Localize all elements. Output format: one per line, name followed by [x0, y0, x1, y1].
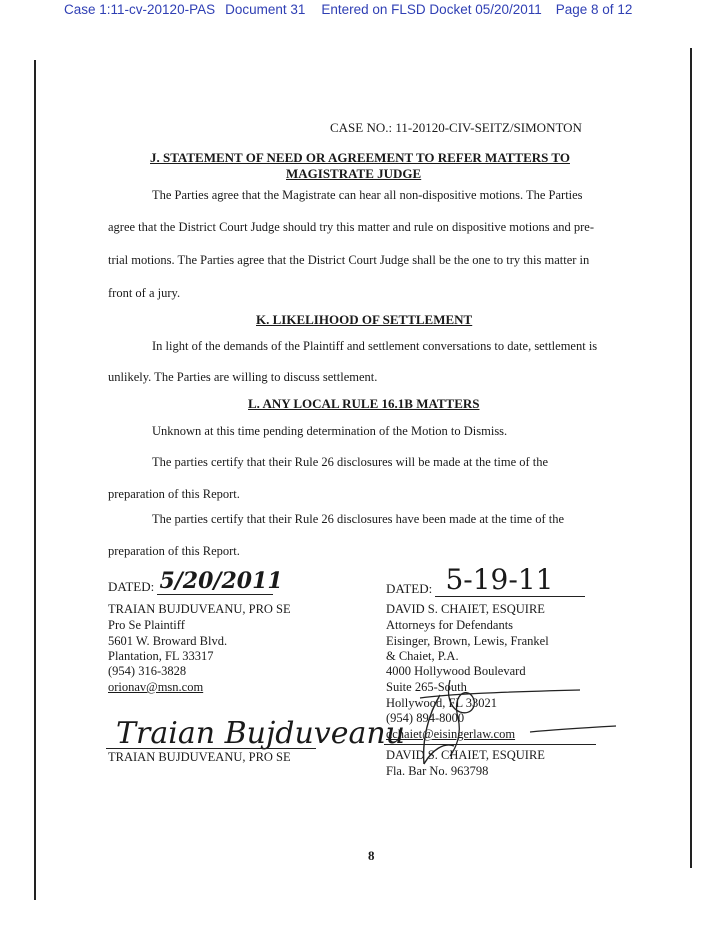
right-dated-label: DATED: [386, 581, 433, 596]
page-number: 8 [368, 848, 375, 863]
header-case: Case 1:11-cv-20120-PAS [64, 2, 216, 17]
left-dated-handwritten: 5/20/2011 [159, 568, 283, 594]
right-signature-line [384, 744, 596, 745]
right-sig-line: Hollywood, FL 33021 [386, 696, 497, 710]
section-l-line: preparation of this Report. [108, 487, 240, 501]
right-dated-line [435, 563, 585, 597]
section-l-line: The parties certify that their Rule 26 disclosures will be made at the time of the [152, 455, 549, 469]
header-entered: Entered on FLSD Docket 05/20/2011 [321, 2, 542, 17]
left-sig-line: (954) 316-3828 [108, 664, 187, 678]
right-margin-line [690, 48, 692, 868]
section-l-line: Unknown at this time pending determination of the Motion to Dismiss. [152, 424, 508, 438]
docket-header [64, 2, 674, 17]
left-margin-line [34, 60, 36, 900]
section-j-line: front of a jury. [108, 286, 181, 300]
right-email: dchaiet@eisingerlaw.com [386, 727, 516, 741]
left-sig-line: Plantation, FL 33317 [108, 649, 214, 663]
case-number: CASE NO.: 11-20120-CIV-SEITZ/SIMONTON [330, 120, 582, 135]
right-dated-handwritten: 5-19-11 [445, 563, 554, 596]
right-sig-line: Attorneys for Defendants [386, 618, 514, 632]
section-j-line: agree that the District Court Judge should try this matter and rule on dispositive motions and pre- [108, 220, 595, 234]
left-dated [108, 568, 283, 595]
left-signature-handwritten: Traian Bujduveanu [116, 716, 405, 751]
left-dated-line [157, 568, 283, 595]
right-sig-line: 4000 Hollywood Boulevard [386, 664, 526, 678]
right-sign-name: DAVID S. CHAIET, ESQUIRE [386, 748, 545, 762]
section-k-line: unlikely. The Parties are willing to discuss settlement. [108, 370, 378, 384]
section-k-line: In light of the demands of the Plaintiff and settlement conversations to date, settlement is [152, 339, 598, 353]
left-sign-name: TRAIAN BUJDUVEANU, PRO SE [108, 750, 291, 764]
header-page: Page 8 of 12 [555, 2, 633, 17]
left-email: orionav@msn.com [108, 680, 204, 694]
right-sig-line: DAVID S. CHAIET, ESQUIRE [386, 602, 545, 616]
left-dated-label: DATED: [108, 579, 155, 594]
left-sig-line: TRAIAN BUJDUVEANU, PRO SE [108, 602, 291, 616]
section-l-heading: L. ANY LOCAL RULE 16.1B MATTERS [248, 396, 480, 411]
right-dated [386, 563, 585, 597]
header-document: Document 31 [225, 2, 306, 17]
right-sig-line: (954) 894-8000 [386, 711, 465, 725]
right-sig-line: Eisinger, Brown, Lewis, Frankel [386, 634, 549, 648]
section-j-line: trial motions. The Parties agree that the District Court Judge shall be the one to try this matter in [108, 253, 590, 267]
section-j-heading-line1: J. STATEMENT OF NEED OR AGREEMENT TO REFER MATTERS TO [150, 150, 570, 165]
left-sig-line: Pro Se Plaintiff [108, 618, 185, 632]
right-sig-line: Suite 265-South [386, 680, 467, 694]
left-sig-line: 5601 W. Broward Blvd. [108, 634, 228, 648]
right-bar-number: Fla. Bar No. 963798 [386, 764, 489, 778]
section-l-line: preparation of this Report. [108, 544, 240, 558]
section-k-heading: K. LIKELIHOOD OF SETTLEMENT [256, 312, 473, 327]
section-j-line: The Parties agree that the Magistrate can hear all non-dispositive motions. The Parties [152, 188, 583, 202]
section-l-line: The parties certify that their Rule 26 disclosures have been made at the time of the [152, 512, 565, 526]
right-sig-line: & Chaiet, P.A. [386, 649, 459, 663]
left-signature-line [106, 748, 316, 749]
section-j-heading-line2: MAGISTRATE JUDGE [286, 166, 422, 181]
